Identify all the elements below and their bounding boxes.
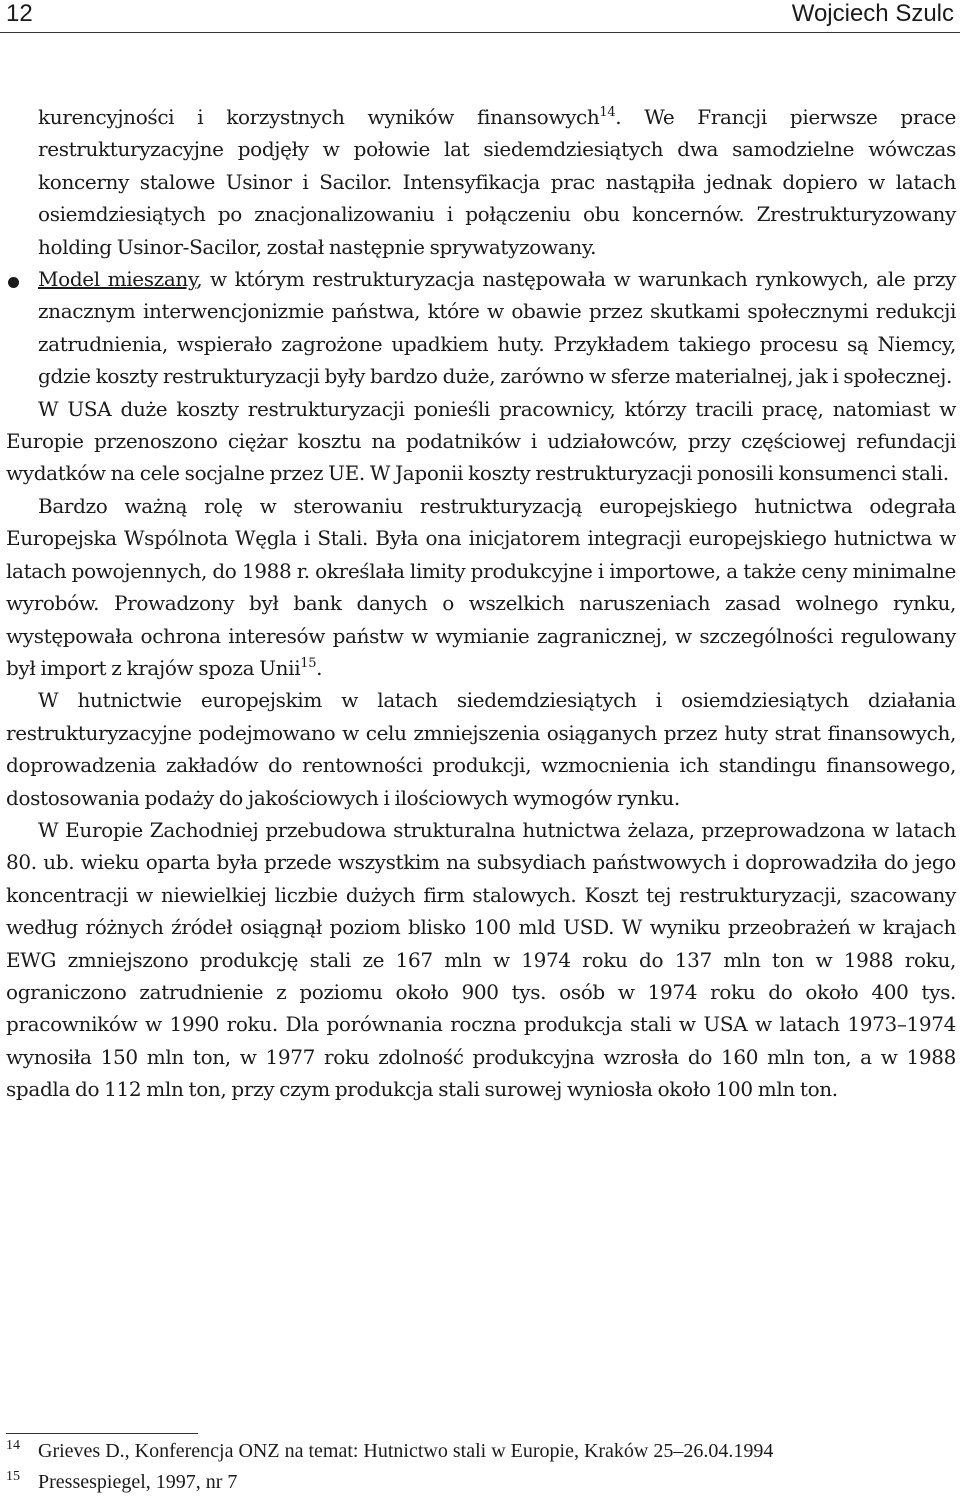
bullet-term: Model mieszany [38, 267, 197, 292]
footnote-text: Pressespiegel, 1997, nr 7 [38, 1471, 238, 1493]
footnote-number: 14 [6, 1438, 20, 1453]
bullet-icon [8, 277, 19, 288]
paragraph: W hutnictwie europejskim w latach siedemdziesiątych i osiemdziesiątych działania restrukturyzacyjne podejmowano w celu zmniejszenia osiąganych przez huty strat finansowych, doprowadzenia zakładów do rentowności produkcji, wzmocnienia ich standingu finansowego, dostosowania podaży do jakościowych i ilościowych wymogów rynku. [6, 688, 956, 810]
footnote-ref-14: 14 [599, 105, 616, 120]
footnote [6, 1436, 956, 1467]
footnote-rule [6, 1433, 198, 1434]
paragraph: W Europie Zachodniej przebudowa strukturalna hutnictwa żelaza, przeprowadzona w latach 80. ub. wieku oparta była przede wszystkim na subsydiach państwowych i doprowadziła do jego koncentracji w niewielkiej liczbie dużych firm stalowych. Koszt tej restrukturyzacji, szacowany według różnych źródeł osiągnął poziom blisko 100 mld USD. W wyniku przeobrażeń w krajach EWG zmniejszono produkcję stali ze 167 mln w 1974 roku do 137 mln ton w 1988 roku, ograniczono zatrudnienie z poziomu około 900 tys. osób w 1974 roku do około 400 tys. pracowników w 1990 roku. Dla porównania roczna produkcja stali w USA w latach 1973–1974 wynosiła 150 mln ton, w 1977 roku zdolność produkcyjna wzrosła do 160 mln ton, a w 1988 spadla do 112 mln ton, przy czym produkcja stali surowej wyniosła około 100 mln ton. [6, 817, 956, 1102]
footnote-ref-15: 15 [300, 655, 317, 671]
paragraph: kurencyjności i korzystnych wyników finansowych$^{14}$. We Francji pierwsze prace restrukturyzacyjne podjęły w połowie lat siedemdziesiątych dwa samodzielne wówczas koncerny stalowe Usinor i Sacilor. Intensyfikacja prac nastąpiła jednak dopiero w latach osiemdziesiątych po znacjonalizowaniu i połączeniu obu koncernów. Zrestrukturyzowany holding Usinor-Sacilor, został następnie sprywatyzowany. [38, 105, 956, 259]
paragraph: W USA duże koszty restrukturyzacji ponieśli pracownicy, którzy tracili pracę, natomiast w Europie przenoszono ciężar kosztu na podatników i udziałowców, przy częściowej refundacji wydatków na cele socjalne przez UE. W Japonii koszty restrukturyzacji ponosili konsumenci stali. [6, 396, 956, 486]
footnote [6, 1467, 956, 1498]
footnote-number: 15 [6, 1469, 20, 1484]
footnote-text: Grieves D., Konferencja ONZ na temat: Hutnictwo stali w Europie, Kraków 25–26.04.1994 [38, 1440, 774, 1462]
footnotes [6, 1436, 956, 1498]
body-text [6, 101, 956, 1106]
paragraph: Bardzo ważną rolę w sterowaniu restrukturyzacją europejskiego hutnictwa odegrała Europejska Wspólnota Węgla i Stali. Była ona inicjatorem integracji europejskiego hutnictwa w latach powojennych, do 1988 r. określała limity produkcyjne i importowe, a także ceny minimalne wyrobów. Prowadzony był bank danych o wszelkich naruszeniach zasad wolnego rynku, występowała ochrona interesów państw w wymianie zagranicznej, w szczególności regulowany był import z krajów spoza Unii$^{15}$. [6, 493, 956, 680]
bullet-item: Model mieszany, w którym restrukturyzacja następowała w warunkach rynkowych, ale przy znacznym interwencjonizmie państwa, które w obawie przez skutkami społecznymi redukcji zatrudnienia, wspierało zagrożone upadkiem huty. Przykładem takiego procesu są Niemcy, gdzie koszty restrukturyzacji były bardzo duże, zarówno w sferze materialnej, jak i społecznej. [6, 263, 956, 393]
header-rule [0, 32, 960, 33]
page-number: 12 [6, 0, 33, 27]
running-header-author: Wojciech Szulc [791, 0, 954, 27]
running-header [0, 0, 960, 32]
